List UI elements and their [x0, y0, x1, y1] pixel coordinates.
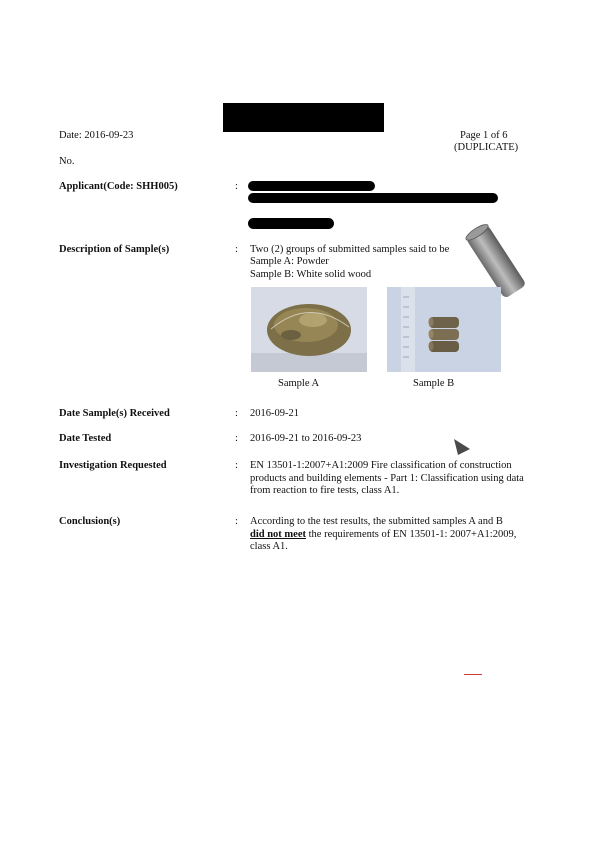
conclusion-colon: : — [235, 516, 238, 527]
duplicate-marker: (DUPLICATE) — [454, 142, 519, 153]
investigation-label: Investigation Requested — [59, 460, 167, 471]
applicant-label: Applicant(Code: SHH005) — [59, 181, 178, 192]
conclusion-line-1: According to the test results, the submitted samples A and B — [250, 516, 503, 527]
investigation-line-3: from reaction to fire tests, class A1. — [250, 485, 400, 496]
tested-value: 2016-09-21 to 2016-09-23 — [250, 433, 362, 444]
description-line-2: Sample A: Powder — [250, 256, 329, 267]
investigation-line-2: products and building elements - Part 1: Classification using data — [250, 473, 524, 484]
tested-label: Date Tested — [59, 433, 112, 444]
sample-a-photo — [251, 287, 367, 372]
description-label: Description of Sample(s) — [59, 244, 170, 255]
sample-b-photo — [387, 287, 501, 372]
received-value: 2016-09-21 — [250, 408, 299, 419]
redacted-applicant-name — [248, 181, 375, 191]
conclusion-label: Conclusion(s) — [59, 516, 121, 527]
conclusion-line-2-rest: the requirements of EN 13501-1: 2007+A1:2009, — [306, 529, 517, 540]
report-date: Date: 2016-09-23 — [59, 130, 134, 141]
conclusion-emphasis: did not meet — [250, 529, 306, 540]
description-colon: : — [235, 244, 238, 255]
sample-b-caption: Sample B — [413, 378, 455, 389]
tested-colon: : — [235, 433, 238, 444]
received-colon: : — [235, 408, 238, 419]
description-line-1: Two (2) groups of submitted samples said to be — [250, 244, 450, 255]
redacted-applicant-address-2 — [248, 218, 334, 229]
sample-a-caption: Sample A — [278, 378, 320, 389]
conclusion-line-2 — [250, 529, 516, 541]
applicant-colon: : — [235, 181, 238, 192]
redacted-applicant-address — [248, 193, 498, 203]
report-number-label: No. — [59, 156, 75, 167]
red-mark — [464, 674, 482, 675]
investigation-colon: : — [235, 460, 238, 471]
scan-mark-artifact — [452, 437, 472, 457]
redacted-header-block — [223, 103, 384, 132]
investigation-line-1: EN 13501-1:2007+A1:2009 Fire classification of construction — [250, 460, 512, 471]
received-label: Date Sample(s) Received — [59, 408, 170, 419]
description-line-3: Sample B: White solid wood — [250, 269, 372, 280]
page-number: Page 1 of 6 — [460, 130, 508, 141]
conclusion-line-3: class A1. — [250, 541, 288, 552]
